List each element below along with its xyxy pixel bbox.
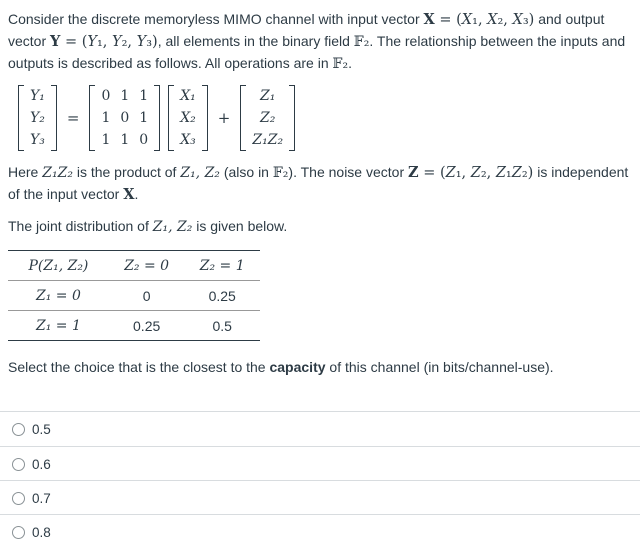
question-paragraph: [8, 357, 636, 378]
table-header: Z₂ = 1: [184, 251, 260, 281]
radio-button-icon[interactable]: [12, 423, 25, 436]
intro-text-4: . The relationship between the inputs and outputs is described as follows. All operations are in: [8, 33, 626, 71]
output-vector-entry: Y₁: [30, 88, 45, 104]
intro-text-5: .: [348, 55, 352, 71]
input-vector-symbol: X: [123, 186, 135, 203]
answer-choice[interactable]: [0, 411, 640, 446]
noise-text-4: ). The noise vector: [288, 164, 405, 180]
table-cell: 0.25: [184, 281, 260, 311]
answer-choice[interactable]: [0, 480, 640, 515]
choice-label[interactable]: 0.5: [32, 421, 51, 437]
noise-text-2: is the product of: [76, 164, 177, 180]
joint-paragraph: [8, 216, 636, 238]
radio-button-icon[interactable]: [12, 458, 25, 471]
matrix-entry: 1: [139, 88, 149, 104]
row-label: Z₁ = 1: [8, 311, 109, 341]
noise-product: Z₁Z₂: [42, 165, 73, 181]
noise-text-3: (also in: [223, 164, 269, 180]
noise-vector-entry: Z₁Z₂: [252, 132, 284, 148]
matrix-entry: 0: [139, 132, 149, 148]
joint-pair: Z₁, Z₂: [152, 219, 193, 235]
intro-text-2: and output vector: [8, 11, 605, 49]
question-emphasis: capacity: [269, 359, 326, 375]
joint-text-2: is given below.: [196, 218, 288, 234]
channel-equation: [14, 83, 299, 153]
channel-matrix: [89, 85, 160, 151]
output-vector-def: Y = (Y₁, Y₂, Y₃): [50, 33, 158, 50]
noise-vector-entry: Z₂: [260, 110, 276, 126]
table-header: P(Z₁, Z₂): [8, 251, 109, 281]
noise-text-5: is independent of the input vector: [8, 164, 629, 202]
table-header-row: [8, 251, 260, 281]
matrix-entry: 0: [120, 110, 130, 126]
matrix-entry: 1: [101, 110, 111, 126]
plus-sign: +: [217, 109, 231, 127]
matrix-entry: 1: [139, 110, 149, 126]
binary-field-symbol: 𝔽₂: [353, 34, 370, 50]
output-vector-entry: Y₃: [30, 132, 45, 148]
noise-vector-def: Z = (Z₁, Z₂, Z₁Z₂): [408, 164, 534, 181]
noise-text-1: Here: [8, 164, 39, 180]
input-vector-entry: X₂: [180, 110, 196, 126]
intro-paragraph: [8, 9, 636, 75]
noise-text-6: .: [134, 186, 139, 202]
intro-text-1: Consider the discrete memoryless MIMO channel with input vector: [8, 11, 420, 27]
input-vector: [168, 85, 208, 151]
choice-label[interactable]: 0.6: [32, 456, 51, 472]
intro-text-3: , all elements in the binary field: [157, 33, 350, 49]
noise-vector: [240, 85, 295, 151]
choice-label[interactable]: 0.7: [32, 490, 51, 506]
table-header: Z₂ = 0: [109, 251, 185, 281]
input-vector-def: X = (X₁, X₂, X₃): [423, 11, 535, 28]
question-text-2: of this channel (in bits/channel-use).: [329, 359, 554, 375]
table-cell: 0: [109, 281, 185, 311]
answer-choice[interactable]: [0, 446, 640, 481]
joint-distribution-table: [8, 250, 260, 341]
radio-button-icon[interactable]: [12, 492, 25, 505]
noise-vector-entry: Z₁: [260, 88, 276, 104]
row-label: Z₁ = 0: [8, 281, 109, 311]
table-cell: 0.25: [109, 311, 185, 341]
equals-sign: =: [66, 109, 80, 127]
radio-button-icon[interactable]: [12, 526, 25, 539]
question-text-1: Select the choice that is the closest to the: [8, 359, 266, 375]
binary-field-symbol: 𝔽₂: [272, 165, 289, 181]
noise-pair: Z₁, Z₂: [180, 165, 220, 181]
matrix-entry: 1: [120, 132, 130, 148]
output-vector: [18, 85, 57, 151]
answer-choice[interactable]: [0, 514, 640, 549]
matrix-entry: 1: [120, 88, 130, 104]
joint-text-1: The joint distribution of: [8, 218, 149, 234]
binary-field-symbol: 𝔽₂: [332, 56, 349, 72]
table-row: [8, 311, 260, 341]
table-row: [8, 281, 260, 311]
output-vector-entry: Y₂: [30, 110, 45, 126]
input-vector-entry: X₃: [180, 132, 196, 148]
input-vector-entry: X₁: [180, 88, 196, 104]
choice-label[interactable]: 0.8: [32, 524, 51, 540]
noise-paragraph: [8, 162, 636, 206]
table-cell: 0.5: [184, 311, 260, 341]
matrix-entry: 1: [101, 132, 111, 148]
matrix-entry: 0: [101, 88, 111, 104]
